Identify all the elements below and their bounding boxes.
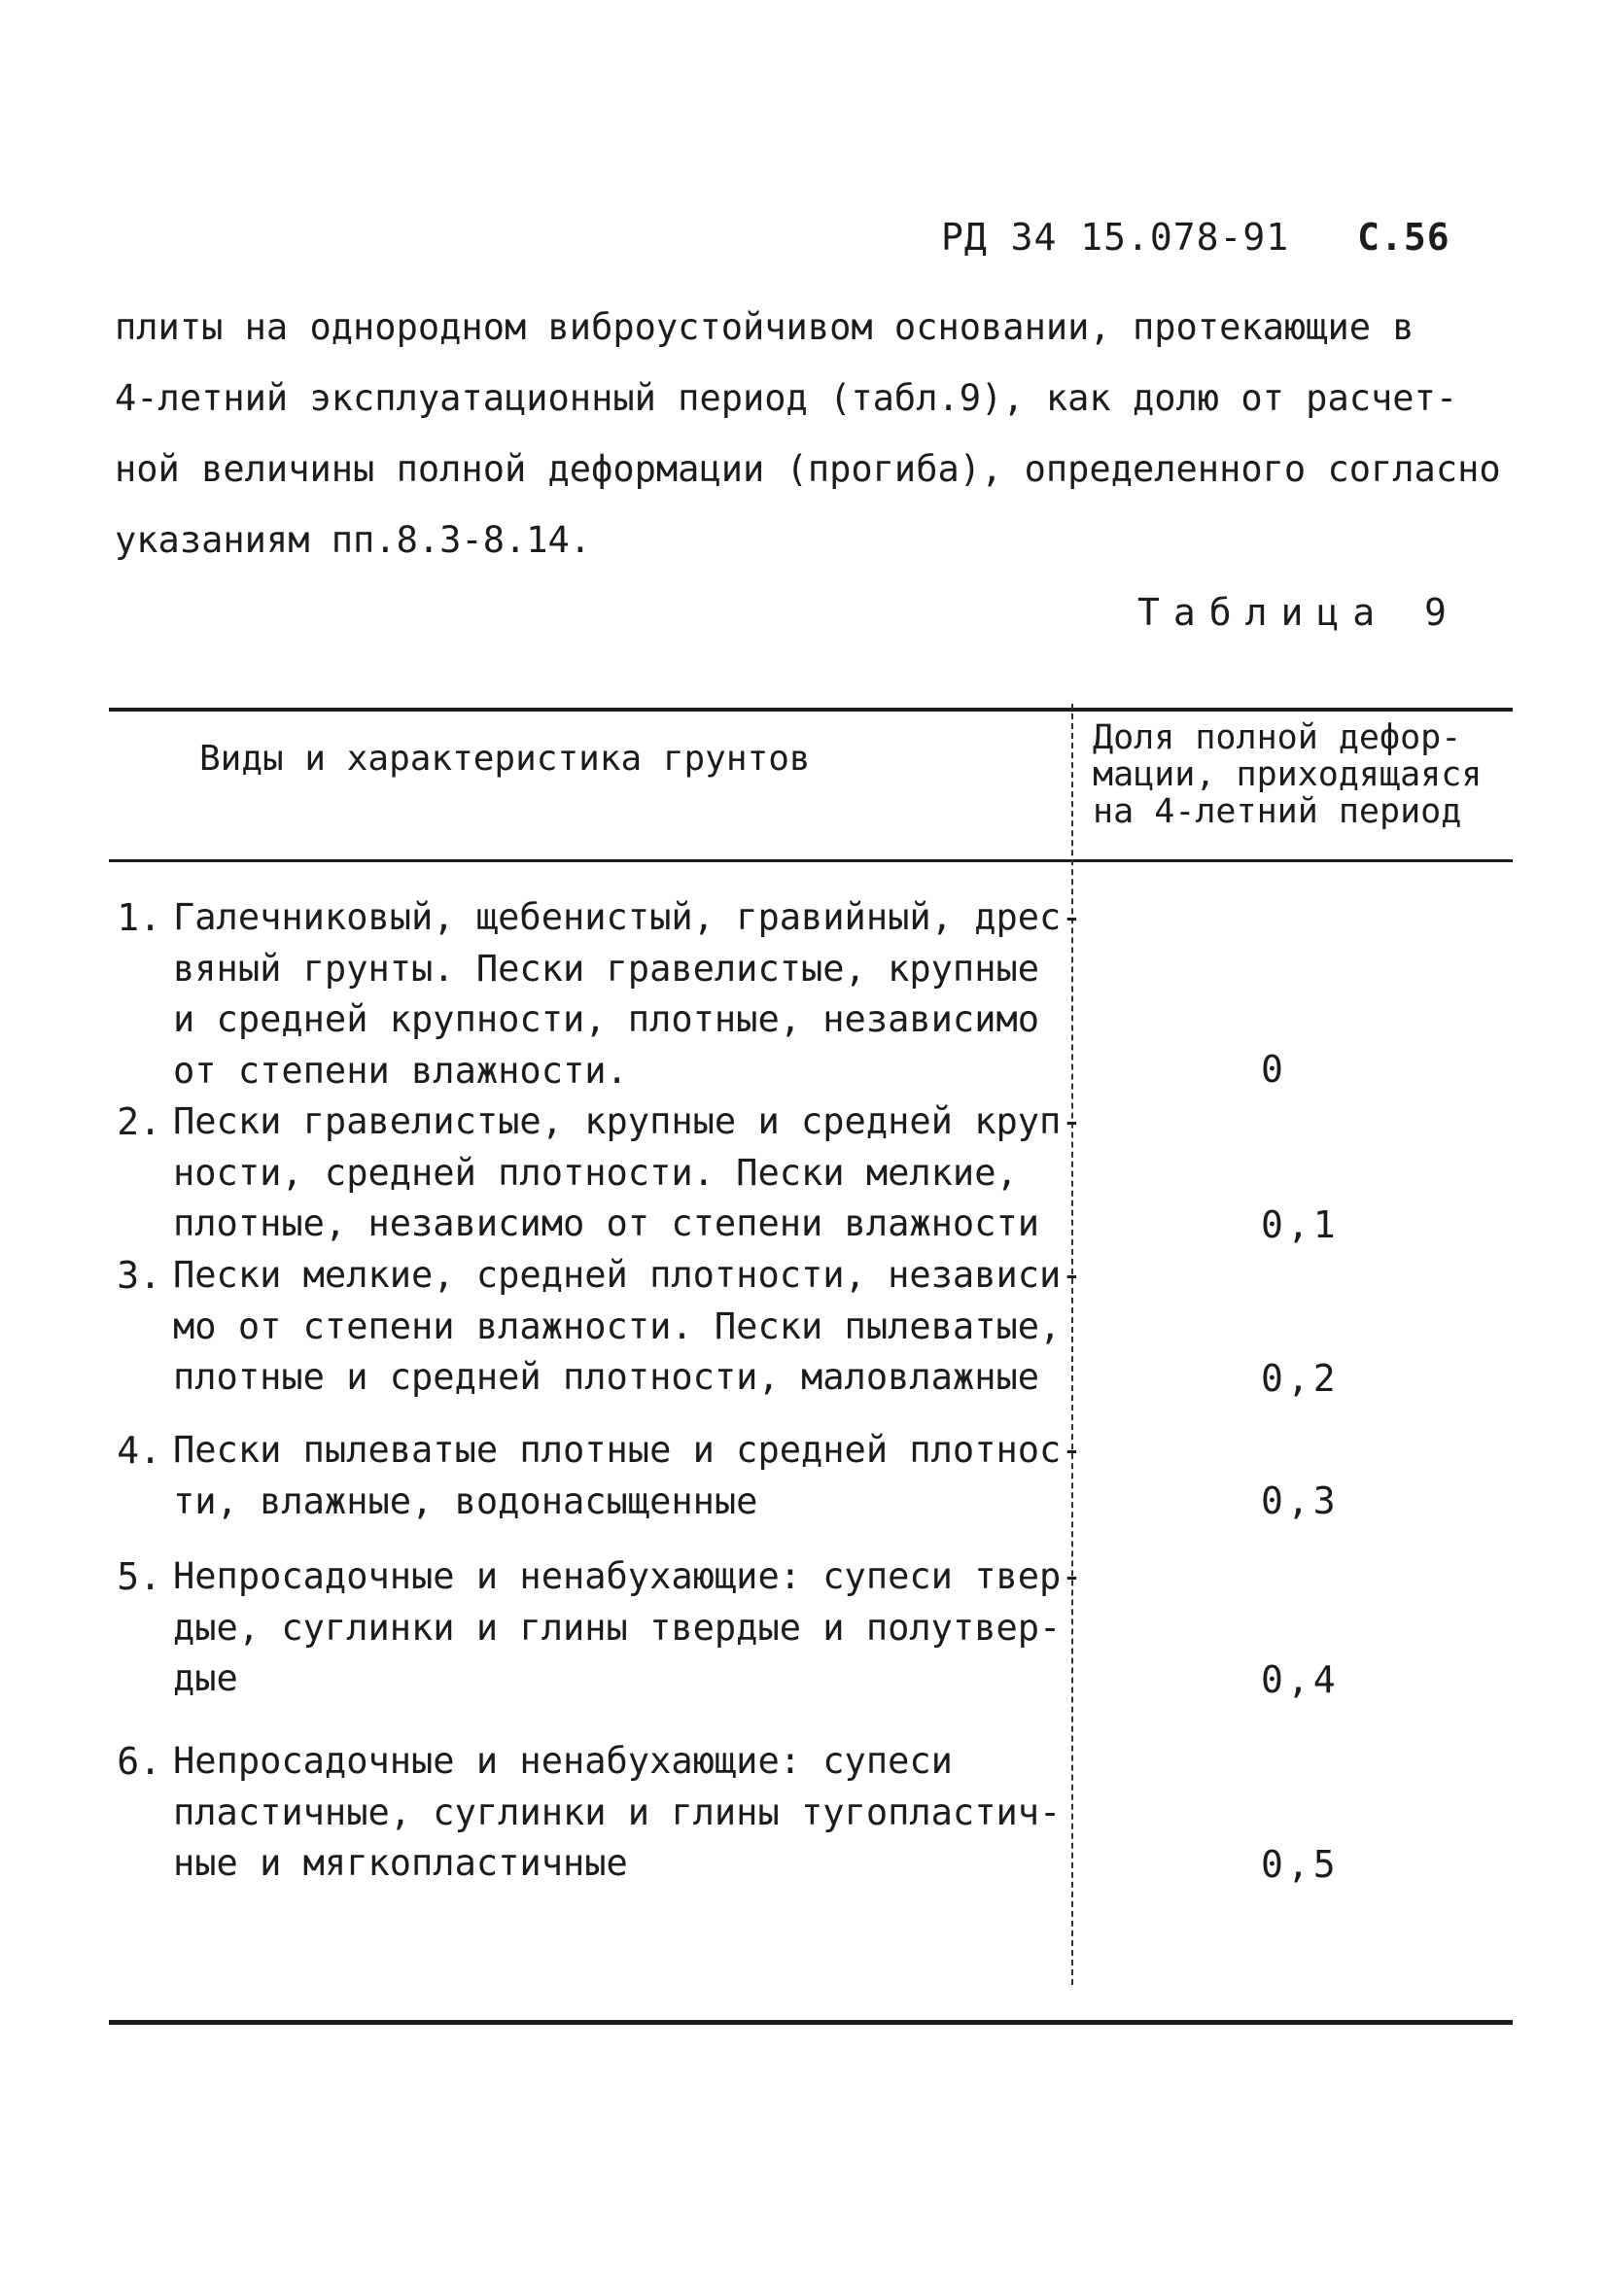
row-description-line: плотные, независимо от степени влажности	[173, 1202, 1040, 1244]
row-value: 0,3	[1261, 1479, 1340, 1522]
row-description-line: ности, средней плотности. Пески мелкие,	[173, 1151, 1018, 1194]
row-description-line: мо от степени влажности. Пески пылеватые,	[173, 1305, 1062, 1347]
row-number: 2.	[117, 1100, 161, 1143]
row-description-line: Непросадочные и ненабухающие: супеси	[173, 1740, 953, 1782]
row-description-line: Галечниковый, щебенистый, гравийный, дрес-	[173, 896, 1083, 938]
row-description-line: вяный грунты. Пески гравелистые, крупные	[173, 947, 1040, 990]
row-description-line: Пески мелкие, средней плотности, независи-	[173, 1254, 1083, 1296]
row-value: 0,5	[1261, 1843, 1340, 1886]
row-description	[173, 892, 1087, 1096]
column-header-deformation-share	[1093, 719, 1520, 830]
intro-line: ной величины полной деформации (прогиба), определенного согласно	[115, 448, 1501, 490]
row-value: 0,2	[1261, 1357, 1340, 1400]
row-number: 4.	[117, 1429, 161, 1472]
row-number: 5.	[117, 1555, 161, 1598]
row-description-line: дые, суглинки и глины твердые и полутвер-	[173, 1606, 1062, 1649]
intro-line: 4-летний эксплуатационный период (табл.9), как долю от расчет-	[115, 377, 1458, 419]
row-description	[173, 1425, 1087, 1527]
row-description	[173, 1736, 1087, 1890]
document-code: РД 34 15.078-91	[941, 216, 1290, 259]
row-description-line: ные и мягкопластичные	[173, 1842, 628, 1884]
row-description-line: Пески пылеватые плотные и средней плотнос-	[173, 1429, 1083, 1471]
page-header	[941, 216, 1450, 259]
page-number: С.56	[1357, 216, 1450, 259]
row-description-line: дые	[173, 1657, 238, 1699]
row-description-line: Пески гравелистые, крупные и средней круп-	[173, 1100, 1083, 1142]
row-value: 0,4	[1261, 1658, 1340, 1701]
intro-paragraph	[115, 292, 1501, 575]
row-description-line: от степени влажности.	[173, 1049, 628, 1092]
column-header-line: Доля полной дефор-	[1093, 718, 1462, 757]
row-number: 6.	[117, 1740, 161, 1783]
row-value: 0	[1261, 1048, 1287, 1091]
row-description-line: и средней крупности, плотные, независимо	[173, 998, 1040, 1040]
row-description-line: ти, влажные, водонасыщенные	[173, 1479, 758, 1522]
row-description-line: пластичные, суглинки и глины тугопластич-	[173, 1791, 1062, 1833]
column-header-line: мации, приходящаяся	[1093, 755, 1483, 794]
column-header-line: на 4-летний период	[1093, 792, 1462, 831]
row-description	[173, 1096, 1087, 1250]
table-caption: Таблица 9	[1137, 591, 1460, 634]
row-value: 0,1	[1261, 1203, 1340, 1246]
table-bottom-rule	[109, 2020, 1513, 2025]
row-description	[173, 1551, 1087, 1705]
row-number: 3.	[117, 1254, 161, 1297]
column-header-soil-types: Виды и характеристика грунтов	[199, 739, 811, 779]
row-description-line: плотные и средней плотности, маловлажные	[173, 1356, 1040, 1398]
intro-line: указаниям пп.8.3-8.14.	[115, 519, 592, 561]
intro-line: плиты на однородном виброустойчивом основании, протекающие в	[115, 306, 1415, 348]
row-number: 1.	[117, 896, 161, 939]
table-header-rule	[109, 859, 1513, 862]
row-description-line: Непросадочные и ненабухающие: супеси твер-	[173, 1555, 1083, 1597]
row-description	[173, 1250, 1087, 1404]
table-top-rule	[109, 708, 1513, 712]
